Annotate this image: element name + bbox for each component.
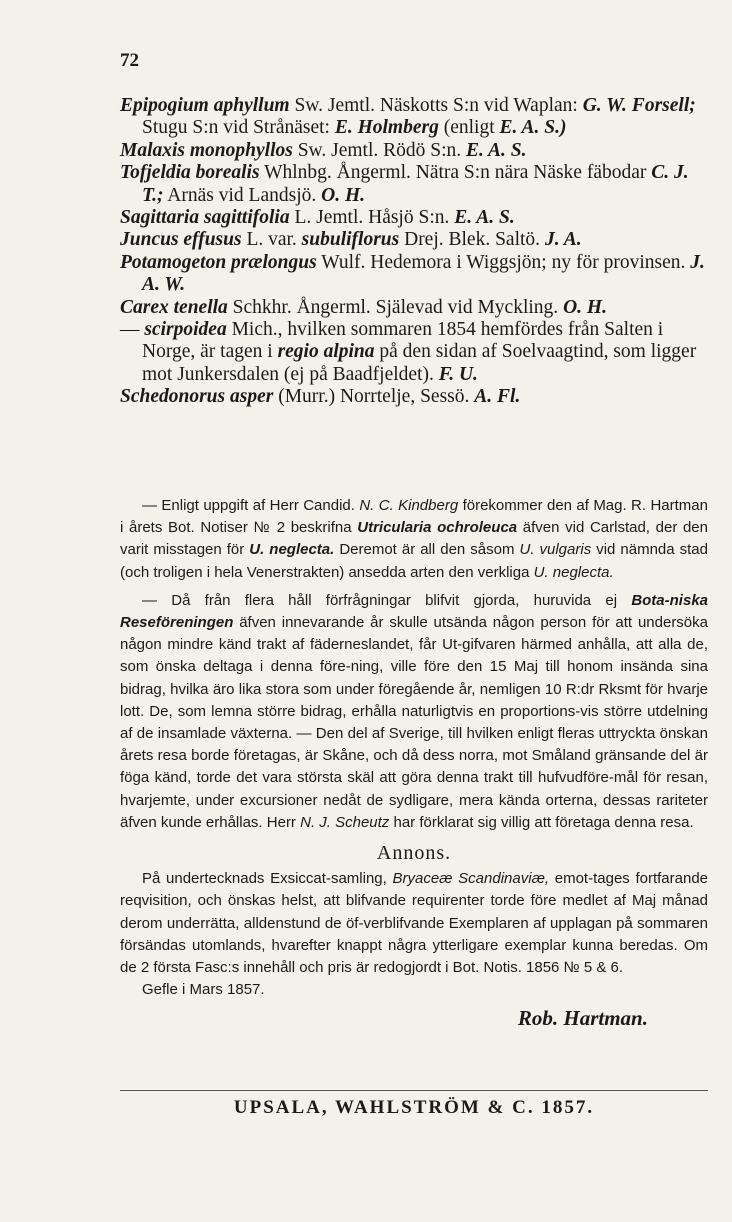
note-paragraph-run: Utricularia ochroleuca xyxy=(357,519,518,537)
note-paragraph-run: — Enligt uppgift af Herr Candid. xyxy=(142,497,360,514)
note-paragraph-run: N. C. Kindberg xyxy=(359,497,459,514)
annons-paragraph-run: emot-tages fortfarande reqvisition, och önskas helst, att blifvande requirenter torde före medlet af Maj månad derom underrätta, alldenstund de öf-verblifvande Exemplaren af upplagan på sommaren försändas utomlands, hvarefter knappt några ytterligare exemplar kunna beredas. Om de 2 första Fasc:s innehåll och pris är redogjordt i Bot. Notis. 1856 № 5 & 6. xyxy=(120,870,709,977)
note-paragraph-run: Deremot är all den såsom xyxy=(334,541,520,559)
note-paragraph-run: N. J. Scheutz xyxy=(300,813,390,831)
note-paragraph-run: äfven vid Carlstad, der den varit misstagen för xyxy=(120,519,708,559)
species-entry-run: Sagittaria sagittifolia xyxy=(120,207,290,229)
species-entry xyxy=(120,162,710,207)
note-paragraph xyxy=(120,495,708,584)
species-entry-run: regio alpina xyxy=(277,341,375,363)
species-entry-run: O. H. xyxy=(563,296,607,318)
annons-paragraph-run: Bryaceæ Scandinaviæ, xyxy=(392,870,550,888)
notes-section xyxy=(120,495,708,1030)
annons-paragraph xyxy=(120,868,708,979)
note-paragraph-run: U. vulgaris xyxy=(519,541,592,559)
species-entry xyxy=(120,297,710,319)
note-paragraph-run: äfven innevarande år skulle utsända någon person för att undersöka någon mindre känd trakt af fäderneslandet, får Ut-gifvaren härmed anhålla, att alla de, som önska deltaga i denna före-ning, ville före den 15 Maj till honom insända sina bidrag, hvilka äro lika stora som under föregående år, nemligen 10 R:dr Rksmt för hvarje lott. De, som lemna större bidrag, erhålla naturligtvis en proportions-vis större utdelning af de insamlade växterna. — Den del af Sverige, till hvilken enligt fleras uttryckta önskan årets resa borde företagas, är Skåne, och då dess norra, mot Småland gränsande del är föga känd, torde det vara största skäl att göra denna trakt till hufvudföre-mål för resan, hvarjemte, under excursioner nedåt de sydligare, mera kända orterna, dessas rariteter äfven kunde erhållas. Herr xyxy=(120,614,708,831)
species-entry xyxy=(120,386,710,408)
species-entry-run: Malaxis monophyllos xyxy=(120,139,293,161)
species-entry xyxy=(120,319,710,386)
species-entry-run: E. A. S. xyxy=(454,207,515,229)
note-paragraph-run: har förklarat sig villig att företaga denna resa. xyxy=(389,813,694,831)
species-entry xyxy=(120,95,710,140)
note-paragraph-run: vid nämnda stad (och troligen i hela Venerstrakten) ansedda arten den verkliga xyxy=(120,541,708,581)
species-entry-run: L. var. xyxy=(241,229,302,251)
species-entry-run: Sw. Jemtl. Rödö S:n. xyxy=(292,139,467,161)
species-entry-run: E. A. S. xyxy=(466,139,527,161)
note-paragraph-run: U. neglecta. xyxy=(249,541,335,559)
species-entry-run: Schedonorus asper xyxy=(120,386,274,408)
species-entry-run: F. U. xyxy=(438,363,478,385)
species-entry-run: Sw. Jemtl. Näskotts S:n vid Waplan: xyxy=(289,95,583,116)
annons-paragraph-run: På undertecknads Exsiccat-samling, xyxy=(142,870,393,888)
species-entry-run: Stugu S:n vid Strånäset: xyxy=(142,117,335,139)
species-entry-run: på den sidan af Soelvaagtind, som ligger mot Junkersdalen (ej på Baadfjeldet). xyxy=(142,341,697,385)
page-number: 72 xyxy=(120,50,139,71)
species-entry-run: C. J. T.; xyxy=(142,162,689,206)
signature: Rob. Hartman. xyxy=(517,1006,648,1031)
species-entry-run: Mich., hvilken sommaren 1854 hemfördes från Salten i Norge, är tagen i xyxy=(142,319,664,363)
species-entry-run: — xyxy=(120,319,145,341)
species-entry-run: O. H. xyxy=(321,184,365,206)
species-entry-run: Drej. Blek. Saltö. xyxy=(399,229,545,251)
printer-footer: UPSALA, WAHLSTRÖM & C. 1857. xyxy=(120,1090,708,1119)
species-entry-run: A. Fl. xyxy=(474,386,521,408)
species-entry-run: Wulf. Hedemora i Wiggsjön; ny för provinsen. xyxy=(316,251,691,273)
annons-heading: Annons. xyxy=(376,842,452,865)
species-entry-run: subuliflorus xyxy=(301,229,400,251)
species-entry-run: (Murr.) Norrtelje, Sessö. xyxy=(273,386,475,408)
species-entry-run: J. A. xyxy=(544,229,582,251)
species-entry-run: Tofjeldia borealis xyxy=(120,162,260,184)
species-entry-run: E. A. S.) xyxy=(499,117,567,139)
dateline: Gefle i Mars 1857. xyxy=(142,981,265,999)
species-entry-run: scirpoidea xyxy=(144,319,227,341)
note-paragraph-run: Bota-niska Reseföreningen xyxy=(120,591,708,632)
species-entry xyxy=(120,140,710,162)
species-entry-run: Carex tenella xyxy=(120,296,228,318)
species-entry-run: J. A. W. xyxy=(142,251,705,296)
species-entry-run: (enligt xyxy=(438,117,500,139)
note-paragraph xyxy=(120,590,708,834)
species-entry-run: G. W. Forsell; xyxy=(582,95,696,116)
species-entry-run: L. Jemtl. Håsjö S:n. xyxy=(289,207,455,229)
note-paragraph-run: — Då från flera håll förfrågningar blifvit gjorda, huruvida ej xyxy=(142,591,632,609)
species-list xyxy=(120,95,710,409)
species-entry xyxy=(120,252,710,297)
species-entry-run: Juncus effusus xyxy=(120,229,242,251)
species-entry-run: E. Holmberg xyxy=(334,117,439,139)
species-entry-run: Schkhr. Ångerml. Själevad vid Myckling. xyxy=(227,296,564,318)
species-entry-run: Arnäs vid Landsjö. xyxy=(163,184,322,206)
note-paragraph-run: förekommer den af Mag. R. Hartman i årets Bot. Notiser № 2 beskrifna xyxy=(120,497,708,537)
species-entry-run: Potamogeton prælongus xyxy=(120,251,317,273)
species-entry xyxy=(120,207,710,229)
species-entry-run: Epipogium aphyllum xyxy=(120,95,290,116)
species-entry xyxy=(120,229,710,251)
note-paragraph-run: U. neglecta. xyxy=(533,563,614,581)
species-entry-run: Whlnbg. Ångerml. Nätra S:n nära Näske fäbodar xyxy=(259,162,652,184)
